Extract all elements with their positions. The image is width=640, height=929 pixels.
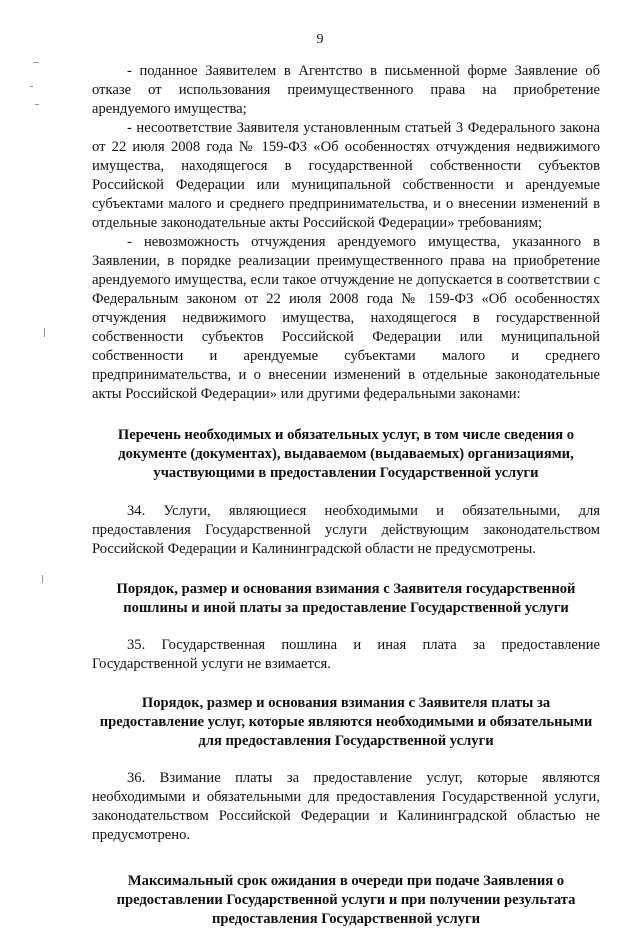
section-heading-services: Перечень необходимых и обязательных услуг, в том числе сведения о документе (документах), выдаваемом (выдаваемых) организациями, участвующими в предоставлении Государственной услуги [117,427,575,481]
page-number: 9 [316,32,324,47]
scan-speck [44,328,45,337]
document-body [92,62,600,929]
scan-speck [30,86,33,87]
scan-speck [42,575,43,583]
paragraph-34: 34. Услуги, являющиеся необходимыми и обязательными, для предоставления Государственной услуги действующим законодательством Российской Федерации и Калининградской области не предусмотрены. [92,503,600,557]
paragraph-35: 35. Государственная пошлина и иная плата за предоставление Государственной услуги не взимается. [92,637,600,672]
scan-speck [33,62,39,63]
list-item-impossibility: - невозможность отчуждения арендуемого имущества, указанного в Заявлении, в порядке реализации преимущественного права на приобретение арендуемого имущества, если такое отчуждение не допускается в соответствии с Федеральным законом от 22 июля 2008 года № 159-ФЗ «Об особенностях отчуждения недвижимого имущества, находящегося в государственной собственности субъектов Российской Федерации или муниципальной собственности и арендуемые субъектами малого и среднего предпринимательства, и о внесении изменений в отдельные законодательные акты Российской Федерации» или другими федеральными законами: [92,234,600,402]
section-heading-state-fee: Порядок, размер и основания взимания с Заявителя государственной пошлины и иной платы за предоставление Государственной услуги [116,581,576,616]
scan-speck [35,104,39,105]
paragraph-36: 36. Взимание платы за предоставление услуг, которые являются необходимыми и обязательными для предоставления Государственной услуги, законодательством Российской Федерации и Калининградской областью не предусмотрено. [92,770,600,843]
list-item-noncompliance: - несоответствие Заявителя установленным статьей 3 Федерального закона от 22 июля 2008 года № 159-ФЗ «Об особенностях отчуждения недвижимого имущества, находящегося в государственной собственности субъектов Российской Федерации или муниципальной собственности и арендуемые субъектами малого и среднего предпринимательства, и о внесении изменений в отдельные законодательные акты Российской Федерации» требованиям; [92,120,600,231]
section-heading-queue-time: Максимальный срок ожидания в очереди при подаче Заявления о предоставлении Государственной услуги и при получении результата предоставления Государственной услуги [116,873,576,927]
section-heading-service-fees: Порядок, размер и основания взимания с Заявителя платы за предоставление услуг, которые являются необходимыми и обязательными для предоставления Государственной услуги [99,695,593,749]
list-item-refusal: - поданное Заявителем в Агентство в письменной форме Заявление об отказе от использования преимущественного права на приобретение арендуемого имущества; [92,63,600,117]
